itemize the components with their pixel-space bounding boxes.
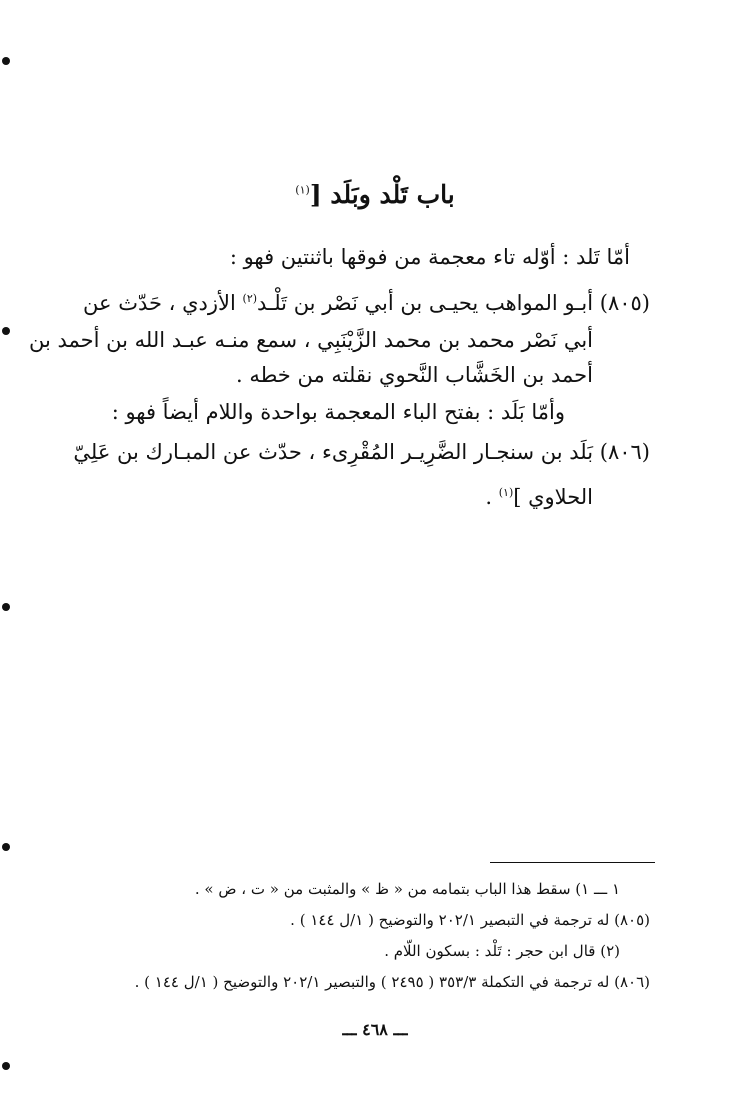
footnote-806: (٨٠٦) له ترجمة في التكملة ٣٥٣/٣ ( ٢٤٩٥ ) والتبصير ٢٠٢/١ والتوضيح ( ١/ل ١٤٤ ) . [134,973,650,991]
footnote-separator [490,862,655,863]
entry-number: (٨٠٥) [599,291,650,315]
footnote-ref: (١) [295,183,310,197]
footnote-1: ١ ـــ ١) سقط هذا الباب بتمامه من « ظ » والمثبت من « ت ، ض » . [194,880,620,898]
margin-dot [2,327,10,335]
margin-dot [2,843,10,851]
entry-806-line1 [73,437,650,467]
intro-talad: أمّا تَلد : أوّله تاء معجمة من فوقها باثنتين فهو : [229,245,630,269]
margin-dot [2,57,10,65]
entry-number: (٨٠٦) [599,440,650,464]
entry-805-line3: أحمد بن الخَشَّاب النَّحوي نقلته من خطه . [235,363,593,387]
chapter-title: باب تَلْد وبَلَد [330,180,455,209]
chapter-heading [0,180,750,209]
footnote-ref: (١) [498,486,514,499]
footnote-ref: (٢) [242,292,258,305]
entry-text: . [485,485,493,509]
entry-text: بَلَد بن سنجـار الضَّرِيـر المُقْرِىء ، حدّث عن المبـارك بن عَلِيّ [73,440,594,464]
footnote-805: (٨٠٥) له ترجمة في التبصير ٢٠٢/١ والتوضيح ( ١/ل ١٤٤ ) . [290,911,650,929]
margin-dot [2,1062,10,1070]
chapter-bracket: [ [309,180,322,209]
entry-806-line2 [485,478,593,512]
entry-text: الأزدي ، حَدّث عن [83,291,236,315]
page-number: ـــ ٤٦٨ ـــ [342,1020,408,1039]
footnote-2: (٢) قال ابن حجر : تَلْد : بسكون اللّام . [384,942,620,960]
margin-dot [2,603,10,611]
entry-805-line1 [83,284,650,318]
entry-805-line2: أبي نَصْر محمد بن محمد الزَّيْنَبِي ، سمع منـه عبـد الله بن أحمد بن [28,328,593,352]
intro-balad: وأمّا بَلَد : بفتح الباء المعجمة بواحدة واللام أيضاً فهو : [111,400,565,424]
entry-text: أبـو المواهب يحيـى بن أبي نَصْر بن تَلْـد [257,291,594,315]
entry-text: الحلاوي ] [513,485,593,509]
